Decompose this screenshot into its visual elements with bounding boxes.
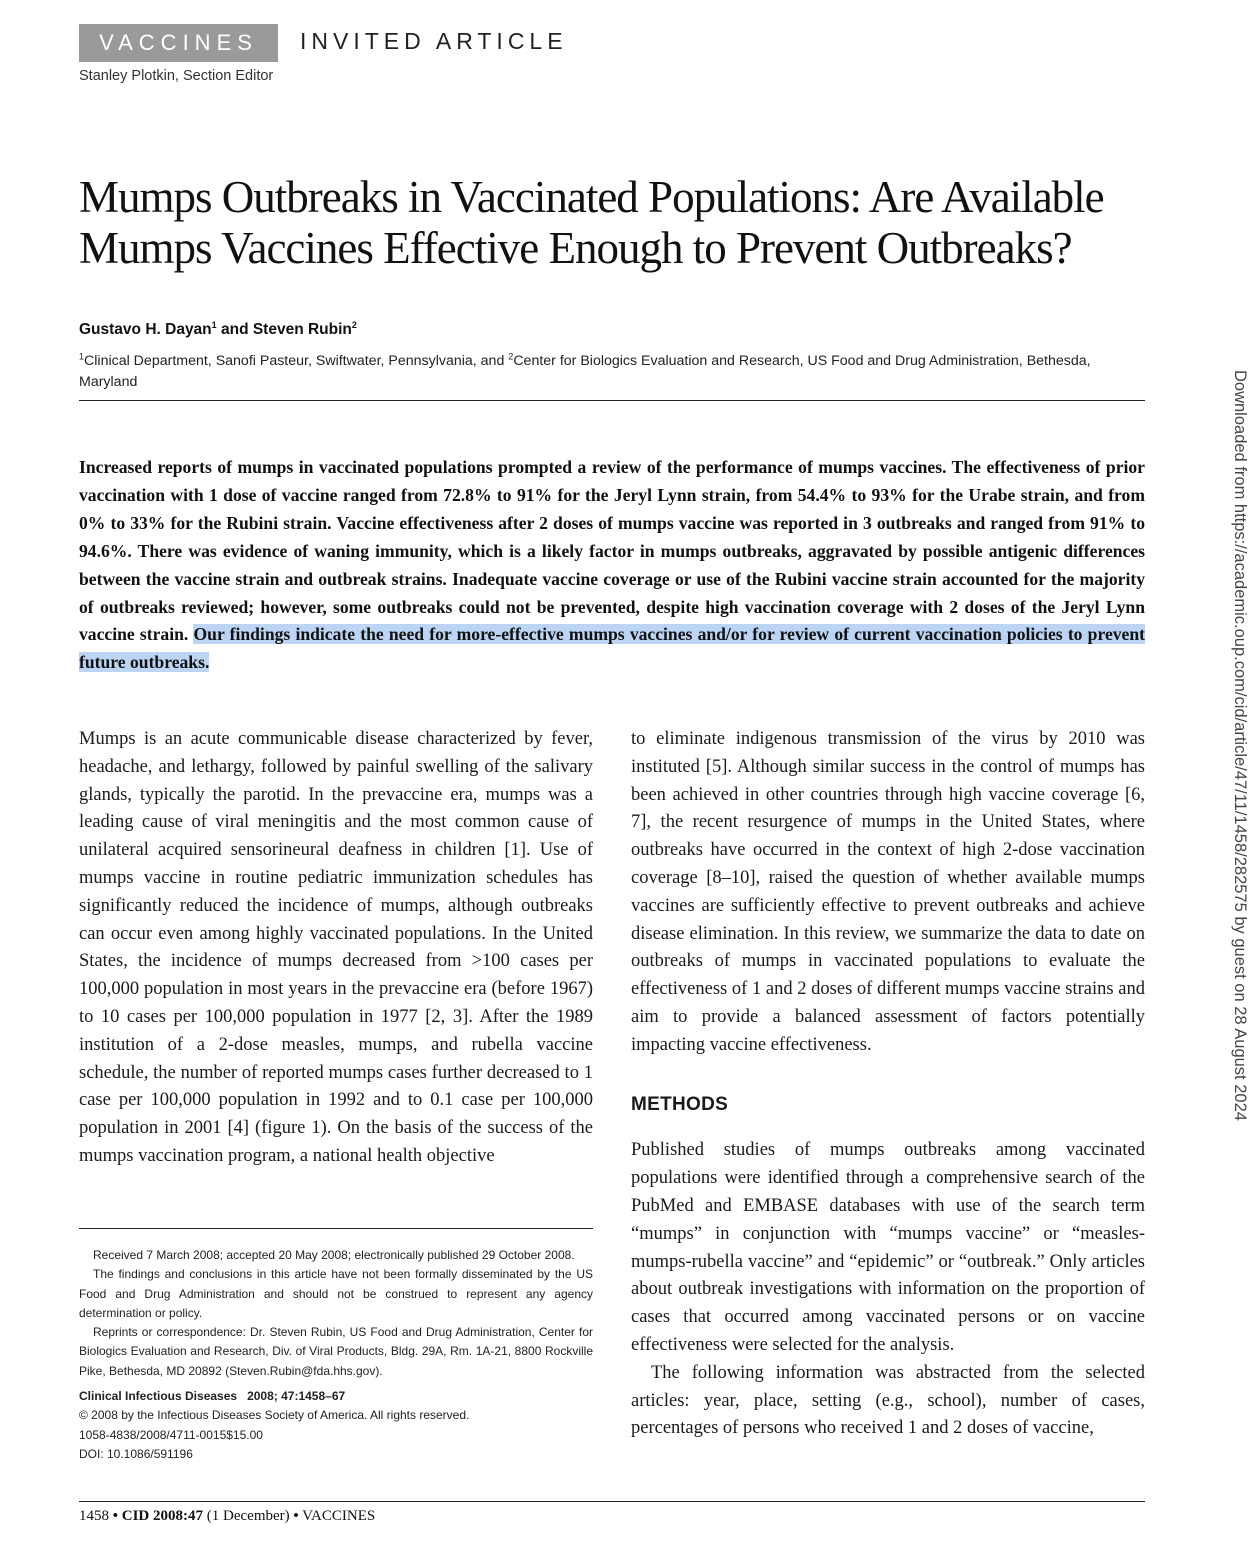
- footer-separator: •: [112, 1508, 119, 1524]
- reprints-contact: Reprints or correspondence: Dr. Steven Rubin, US Food and Drug Administration, Center for Biologics Evaluation and Research, Div. of Viral Products, Bldg. 29A, Rm. 1A-21, 8800 Rockville Pike, Bethesda, MD 20892 (Steven.Rubin@fda.hhs.gov).: [79, 1325, 593, 1378]
- footer-journal: CID 2008:47: [121, 1508, 204, 1524]
- journal-citation: [79, 1387, 593, 1406]
- download-watermark: Downloaded from https://academic.oup.com/cid/article/47/11/1458/282575 by guest on 28 August 2024: [1231, 370, 1249, 1121]
- affiliation-marker: 2: [508, 351, 514, 362]
- citation: 2008; 47:1458–67: [247, 1389, 346, 1404]
- affiliations: [79, 351, 1145, 393]
- disclaimer: The findings and conclusions in this article have not been formally disseminated by the US Food and Drug Administration and should not be construed to represent any agency determination or policy.: [79, 1267, 593, 1320]
- body-column-right: [631, 726, 1145, 1443]
- abstract-text: Increased reports of mumps in vaccinated populations prompted a review of the performance of mumps vaccines. The effectiveness of prior vaccination with 1 dose of vaccine ranged from 72.8% to 91% for the Jeryl Lynn strain, from 54.4% to 93% for the Urabe strain, and from 0% to 33% for the Rubini strain. Vaccine effectiveness after 2 doses of mumps vaccine was reported in 3 outbreaks and ranged from 91% to 94.6%. There was evidence of waning immunity, which is a likely factor in mumps outbreaks, aggravated by possible antigenic differences between the vaccine strain and outbreak strains. Inadequate vaccine coverage or use of the Rubini vaccine strain accounted for the majority of outbreaks reviewed; however, some outbreaks could not be prevented, despite high vaccination coverage with 2 doses of the Jeryl Lynn vaccine strain.: [79, 457, 1145, 645]
- footer-section: VACCINES: [302, 1508, 376, 1524]
- received-dates: Received 7 March 2008; accepted 20 May 2008; electronically published 29 October 2008.: [93, 1248, 575, 1262]
- author-list: [79, 321, 357, 339]
- footnote-divider: [79, 1228, 593, 1229]
- footer-divider: [79, 1501, 1145, 1502]
- intro-paragraph: Mumps is an acute communicable disease characterized by fever, headache, and lethargy, followed by painful swelling of the salivary glands, typically the parotid. In the prevaccine era, mumps was a leading cause of viral meningitis and the most common cause of unilateral acquired sensorineural deafness in children [1]. Use of mumps vaccine in routine pediatric immunization schedules has significantly reduced the incidence of mumps, although outbreaks can occur even among highly vaccinated populations. In the United States, the incidence of mumps decreased from >100 cases per 100,000 population in most years in the prevaccine era (before 1967) to 10 cases per 100,000 population in 1977 [2, 3]. After the 1989 institution of a 2-dose measles, mumps, and rubella vaccine schedule, the number of reported mumps cases further decreased to 1 case per 100,000 population in 1992 and to 0.1 case per 100,000 population in 2001 [4] (figure 1). On the basis of the success of the mumps vaccination program, a national health objective: [79, 729, 593, 1166]
- footnotes: [79, 1246, 593, 1464]
- issn: 1058-4838/2008/4711-0015$15.00: [79, 1427, 263, 1442]
- author-affiliation-marker: 1: [211, 319, 217, 330]
- journal-name: Clinical Infectious Diseases: [79, 1389, 238, 1404]
- author-conjunction: and: [216, 321, 253, 338]
- abstract: [79, 454, 1145, 677]
- section-tag: VACCINES: [79, 24, 278, 62]
- methods-heading: METHODS: [631, 1093, 729, 1115]
- abstract-highlighted-text[interactable]: Our findings indicate the need for more-effective mumps vaccines and/or for review of current vaccination policies to prevent future outbreaks.: [79, 624, 1145, 673]
- doi: DOI: 10.1086/591196: [79, 1446, 193, 1461]
- footer-separator: •: [293, 1508, 299, 1524]
- author-name: Steven Rubin: [252, 321, 352, 338]
- methods-paragraph: The following information was abstracted from the selected articles: year, place, setting (e.g., school), number of cases, percentages of persons who received 1 and 2 doses of vaccine,: [631, 1362, 1145, 1439]
- affiliation-text: Clinical Department, Sanofi Pasteur, Swiftwater, Pennsylvania, and: [84, 353, 509, 369]
- affiliation-text: Center for Biologics Evaluation and Research, US Food and Drug Administration, Bethesda, Maryland: [79, 353, 1091, 390]
- footer-date: (1 December): [206, 1508, 290, 1524]
- article-type: INVITED ARTICLE: [300, 28, 568, 54]
- section-editor: Stanley Plotkin, Section Editor: [79, 68, 274, 84]
- intro-paragraph-continued: to eliminate indigenous transmission of the virus by 2010 was instituted [5]. Although similar success in the control of mumps has been achieved in other countries through high vaccine coverage [6, 7], the recent resurgence of mumps in the United States, where outbreaks have occurred in the context of high 2-dose vaccination coverage [8–10], raised the question of whether available mumps vaccines are sufficiently effective to prevent outbreaks and achieve disease elimination. In this review, we summarize the data to date on outbreaks of mumps in vaccinated populations to evaluate the effectiveness of 1 and 2 doses of different mumps vaccine strains and aim to provide a balanced assessment of factors potentially impacting vaccine effectiveness.: [631, 729, 1145, 1055]
- header-divider: [79, 400, 1145, 401]
- page-footer: [79, 1508, 375, 1525]
- copyright: © 2008 by the Infectious Diseases Society of America. All rights reserved.: [79, 1408, 470, 1423]
- article-title: Mumps Outbreaks in Vaccinated Populations: Are Available Mumps Vaccines Effective Enough to Prevent Outbreaks?: [79, 172, 1104, 273]
- methods-paragraph: Published studies of mumps outbreaks among vaccinated populations were identified through a comprehensive search of the PubMed and EMBASE databases with use of the search term “mumps” in conjunction with “mumps vaccine” or “measles-mumps-rubella vaccine” and “epidemic” or “outbreak.” Only articles about outbreak investigations with information on the proportion of cases that occurred among vaccinated persons or on vaccine effectiveness were selected for the analysis.: [631, 1140, 1145, 1355]
- body-column-left: [79, 726, 593, 1171]
- page-number: 1458: [79, 1508, 109, 1524]
- author-name: Gustavo H. Dayan: [79, 321, 212, 338]
- affiliation-marker: 1: [79, 351, 85, 362]
- author-affiliation-marker: 2: [351, 319, 357, 330]
